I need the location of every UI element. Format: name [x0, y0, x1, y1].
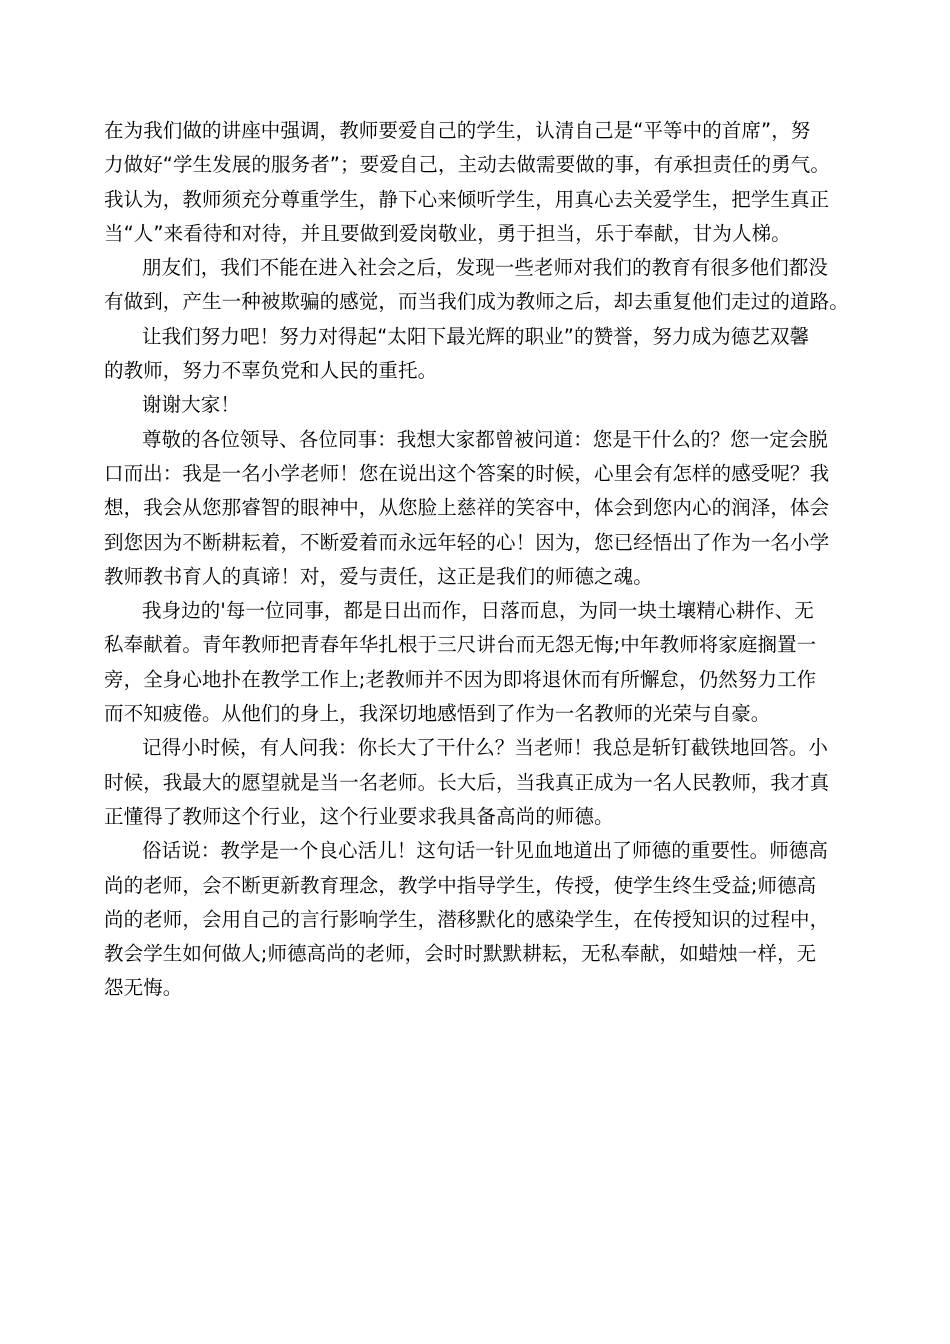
text-line: 教师教书育人的真谛！对，爱与责任，这正是我们的师德之魂。: [104, 564, 653, 588]
text-line: 正懂得了教师这个行业，这个行业要求我具备高尚的师德。: [104, 804, 614, 828]
paragraph-first-line: 记得小时候，有人问我：你长大了干什么？当老师！我总是斩钉截铁地回答。小: [142, 736, 829, 760]
paragraph-first-line: 让我们努力吧！努力对得起“太阳下最光辉的职业”的赞誉，努力成为德艺双馨: [142, 324, 810, 348]
text-line: 怨无悔。: [104, 976, 183, 1000]
text-line: 而不知疲倦。从他们的身上，我深切地感悟到了作为一名教师的光荣与自豪。: [104, 702, 771, 726]
text-line: 当“人”来看待和对待，并且要做到爱岗敬业，勇于担当，乐于奉献，甘为人梯。: [104, 221, 791, 245]
text-line: 我认为，教师须充分尊重学生，静下心来倾听学生，用真心去关爱学生，把学生真正: [104, 187, 830, 211]
document-body: [104, 114, 864, 1006]
text-line: 尚的老师，会用自己的言行影响学生，潜移默化的感染学生，在传授知识的过程中，: [104, 907, 830, 931]
text-line: 旁，全身心地扑在教学工作上;老教师并不因为即将退休而有所懈怠，仍然努力工作: [104, 667, 817, 691]
paragraph-first-line: 俗话说：教学是一个良心活儿！这句话一针见血地道出了师德的重要性。师德高: [142, 839, 829, 863]
text-line: 教会学生如何做人;师德高尚的老师，会时时默默耕耘，无私奉献，如蜡烛一样，无: [104, 942, 817, 966]
paragraph-first-line: 我身边的'每一位同事，都是日出而作，日落而息，为同一块土壤精心耕作、无: [142, 599, 814, 623]
paragraph-first-line: 尊敬的各位领导、各位同事：我想大家都曾被问道：您是干什么的？您一定会脱: [142, 427, 829, 451]
text-line: 想，我会从您那睿智的眼神中，从您脸上慈祥的笑容中，体会到您内心的润泽，体会: [104, 496, 830, 520]
text-line: 私奉献着。青年教师把青春年华扎根于三尺讲台而无怨无悔;中年教师将家庭搁置一: [104, 633, 817, 657]
paragraph-first-line: 朋友们，我们不能在进入社会之后，发现一些老师对我们的教育有很多他们都没: [142, 256, 829, 280]
text-line: 有做到，产生一种被欺骗的感觉，而当我们成为教师之后，却去重复他们走过的道路。: [104, 290, 849, 314]
text-line: 到您因为不断耕耘着，不断爱着而永远年轻的心！因为，您已经悟出了作为一名小学: [104, 530, 830, 554]
text-line: 尚的老师，会不断更新教育理念，教学中指导学生，传授，使学生终生受益;师德高: [104, 873, 817, 897]
text-line: 力做好“学生发展的服务者”；要爱自己，主动去做需要做的事，有承担责任的勇气。: [104, 153, 831, 177]
text-line: 时候，我最大的愿望就是当一名老师。长大后，当我真正成为一名人民教师，我才真: [104, 770, 830, 794]
text-line: 在为我们做的讲座中强调，教师要爱自己的学生，认清自己是“平等中的首席”，努: [104, 119, 811, 142]
text-line: 的教师，努力不辜负党和人民的重托。: [104, 359, 438, 383]
paragraph-first-line: 谢谢大家！: [142, 393, 241, 417]
text-line: 口而出：我是一名小学老师！您在说出这个答案的时候，心里会有怎样的感受呢？我: [104, 461, 830, 485]
